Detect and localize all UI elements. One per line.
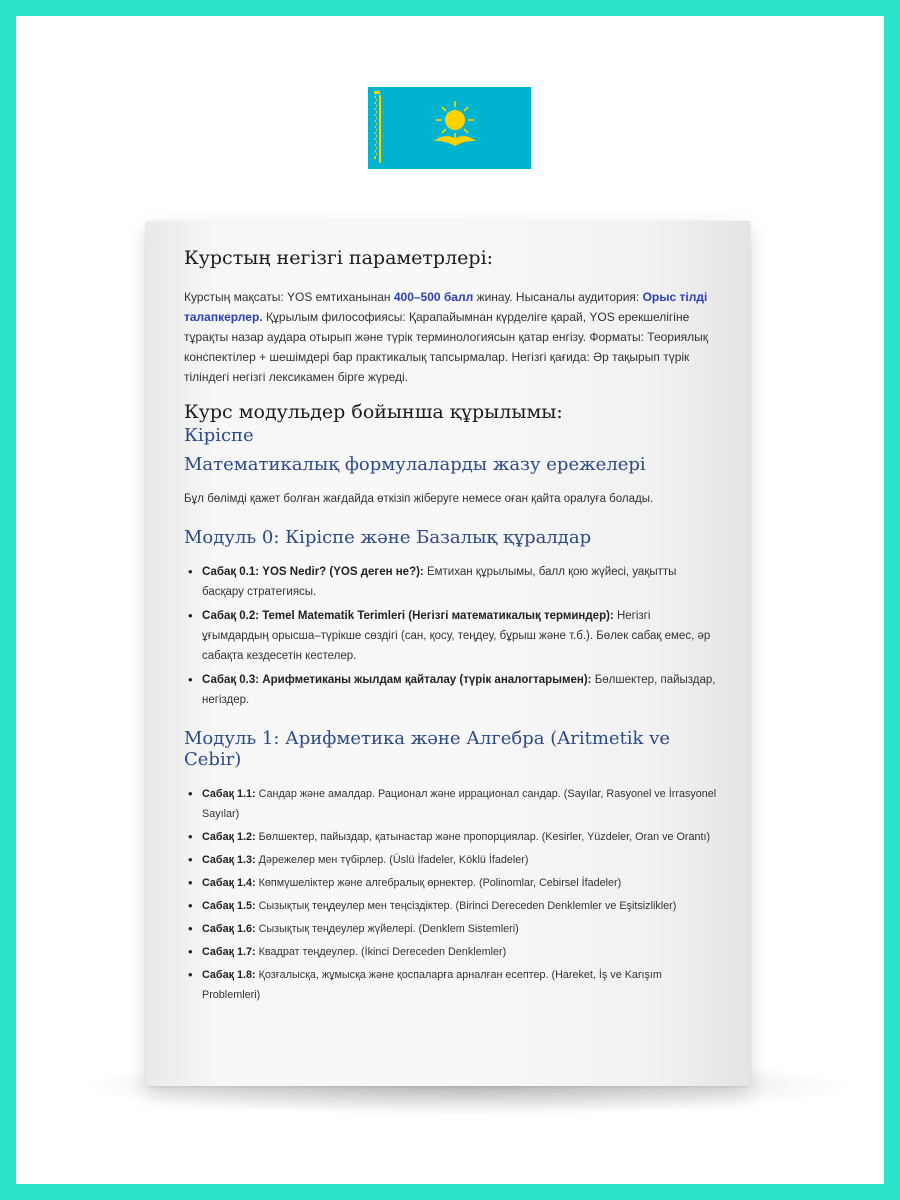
lesson-text: Көпмүшеліктер және алгебралық өрнектер. (Polinomlar, Cebirsel İfadeler) — [255, 877, 622, 889]
lesson-text: Қозғалысқа, жұмысқа және қоспаларға арналған есептер. (Hareket, İş ve Karışım Problemleri) — [202, 969, 662, 1001]
lesson-label: Сабақ 1.3: — [202, 854, 256, 866]
list-item — [202, 606, 720, 666]
module1-list — [184, 784, 720, 1005]
lesson-label: Сабақ 1.6: — [202, 923, 256, 935]
module1-title: Модуль 1: Арифметика және Алгебра (Aritmetik ve Cebir) — [184, 728, 671, 770]
score-highlight: 400–500 балл — [393, 290, 474, 304]
module0-title: Модуль 0: Кіріспе және Базалық құралдар — [184, 527, 592, 548]
params-title: Курстың негізгі параметрлері: — [184, 247, 494, 269]
lesson-text: Негізгі ұғымдардың орысша–түрікше сөздігі (сан, қосу, теңдеу, бұрыш және т.б.). Бөлек сабақ емес, әр сабақта кездесетін кестелер. — [202, 610, 711, 662]
params-text-1: Курстың мақсаты: YOS емтиханынан — [184, 290, 394, 304]
lesson-text: Бөлшектер, пайыздар, қатынастар және пропорциялар. (Kesirler, Yüzdeler, Oran ve Orantı) — [255, 831, 711, 843]
list-item — [202, 670, 720, 710]
page-frame — [16, 16, 884, 1184]
lesson-label: Сабақ 1.1: — [202, 788, 256, 800]
rules-note: Бұл бөлімді қажет болған жағдайда өткізіп жіберуге немесе оған қайта оралуға болады. — [184, 493, 654, 505]
list-item — [202, 942, 720, 962]
lesson-label: Сабақ 1.5: — [202, 900, 256, 912]
lesson-label: Сабақ 0.3: Арифметиканы жылдам қайталау (түрік аналогтарымен): — [202, 674, 592, 686]
list-item — [202, 896, 720, 916]
structure-title: Курс модульдер бойынша құрылымы: — [184, 401, 563, 423]
params-text-3: Құрылым философиясы: Қарапайымнан күрделіге қарай, YOS ерекшелігіне тұрақты назар аудара отырып және түрік терминологиясын қатар енгізу. Форматы: Теориялық конспектілер + шешімдері бар практикалық тапсырмалар. Негізгі қағида: Әр тақырып түрік тіліндегі негізгі лексикамен бірге жүреді. — [184, 310, 709, 384]
lesson-text: Сызықтық теңдеулер жүйелері. (Denklem Sistemleri) — [255, 923, 519, 935]
lesson-label: Сабақ 1.4: — [202, 877, 256, 889]
intro-title: Кіріспе — [184, 425, 254, 446]
audience-highlight: Орыс тілді талапкерлер. — [184, 290, 708, 324]
list-item — [202, 965, 720, 1005]
lesson-label: Сабақ 1.7: — [202, 946, 256, 958]
lesson-label: Сабақ 0.1: YOS Nedir? (YOS деген не?): — [202, 566, 424, 578]
lesson-text: Дәрежелер мен түбірлер. (Üslü İfadeler, Köklü İfadeler) — [255, 854, 529, 866]
list-item — [202, 873, 720, 893]
rules-title: Математикалық формулаларды жазу ережелері — [184, 454, 646, 475]
lesson-text: Квадрат теңдеулер. (İkinci Dereceden Denklemler) — [255, 946, 507, 958]
params-paragraph — [184, 287, 720, 387]
list-item — [202, 784, 720, 824]
lesson-text: Сызықтық теңдеулер мен теңсіздіктер. (Birinci Dereceden Denklemler ve Eşitsizlikler) — [255, 900, 677, 912]
kazakhstan-flag-icon — [368, 87, 531, 169]
document-page — [146, 221, 750, 1086]
lesson-label: Сабақ 1.8: — [202, 969, 256, 981]
list-item — [202, 562, 720, 602]
lesson-label: Сабақ 0.2: Temel Matematik Terimleri (Негізгі математикалық терминдер): — [202, 610, 614, 622]
lesson-label: Сабақ 1.2: — [202, 831, 256, 843]
list-item — [202, 919, 720, 939]
lesson-text: Бөлшектер, пайыздар, негіздер. — [202, 674, 716, 706]
lesson-text: Сандар және амалдар. Рационал және иррационал сандар. (Sayılar, Rasyonel ve İrrasyonel Sayılar) — [202, 788, 717, 820]
module0-list — [184, 562, 720, 710]
list-item — [202, 827, 720, 847]
params-text-2: жинау. Нысаналы аудитория: — [473, 290, 643, 304]
lesson-text: Емтихан құрылымы, балл қою жүйесі, уақытты басқару стратегиясы. — [202, 566, 677, 598]
list-item — [202, 850, 720, 870]
